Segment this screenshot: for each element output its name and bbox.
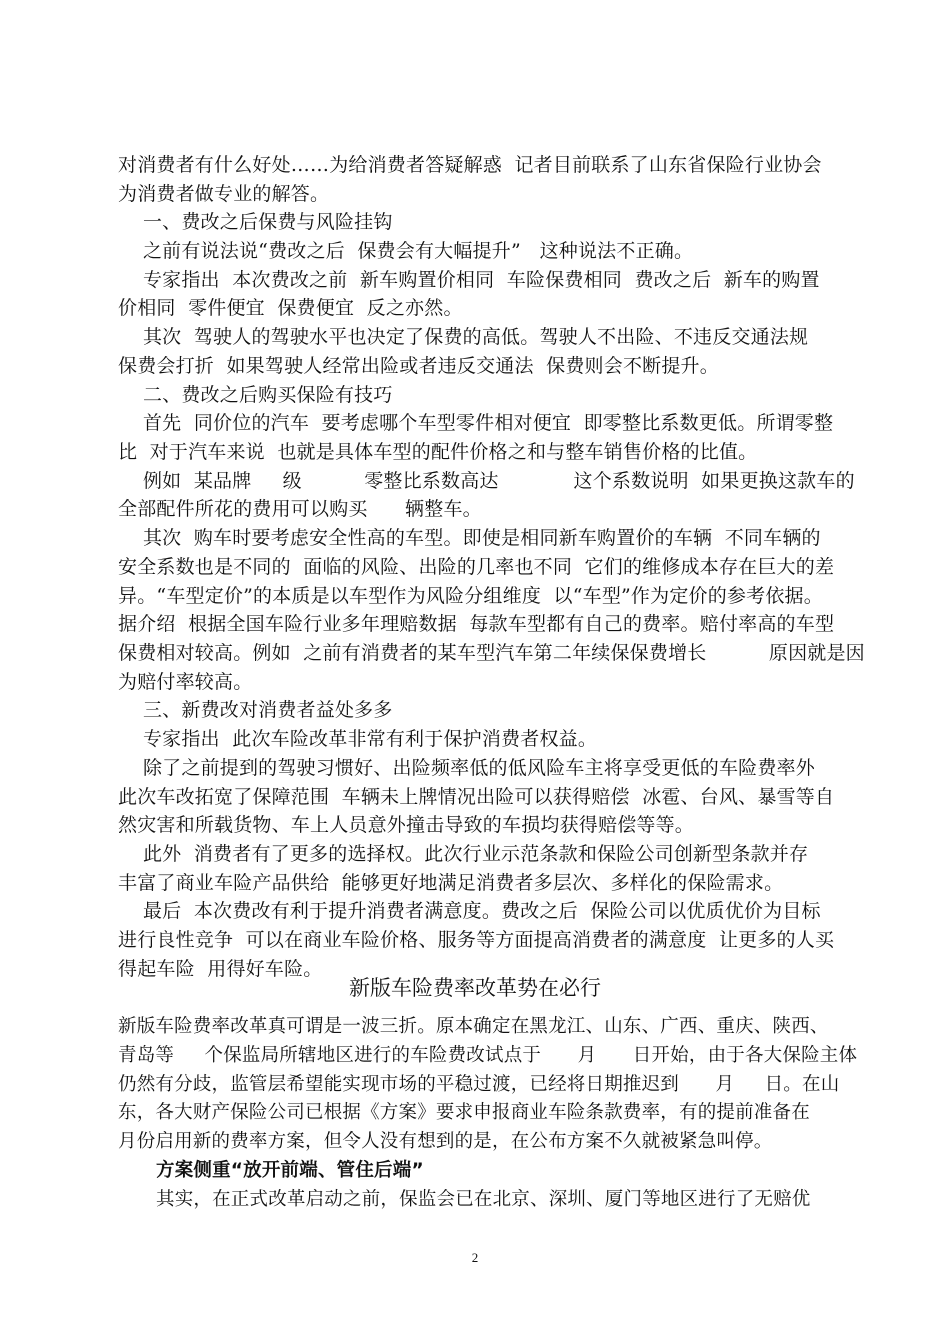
text-line: 据介绍 根据全国车险行业多年理赔数据 每款车型都有自己的费率。赔付率高的车型 [118,613,835,635]
text-line: 青岛等 个保监局所辖地区进行的车险费改试点于 月 日开始，由于各大保险主体 [118,1045,858,1066]
article-title: 新版车险费率改革势在必行 [349,976,601,1000]
text-line: 最后 本次费改有利于提升消费者满意度。费改之后 保险公司以优质优价为目标 [118,900,821,922]
text-line: 进行良性竞争 可以在商业车险价格、服务等方面提高消费者的满意度 让更多的人买 [118,929,835,951]
text-line: 价相同 零件便宜 保费便宜 反之亦然。 [118,297,463,319]
text-line: 此外 消费者有了更多的选择权。此次行业示范条款和保险公司创新型条款并存 [118,843,809,865]
text-line: 然灾害和所载货物、车上人员意外撞击导致的车损均获得赔偿等等。 [118,814,695,836]
subheading: 方案侧重“放开前端、管住后端” [156,1160,424,1181]
section-heading: 一、费改之后保费与风险挂钩 [118,211,393,233]
text-line: 为消费者做专业的解答。 [118,183,330,205]
text-line: 比 对于汽车来说 也就是具体车型的配件价格之和与整车销售价格的比值。 [118,441,758,463]
text-line: 全部配件所花的费用可以购买 辆整车。 [118,498,482,520]
text-line: 安全系数也是不同的 面临的风险、出险的几率也不同 它们的维修成本存在巨大的差 [118,556,835,578]
text-line: 其次 购车时要考虑安全性高的车型。即使是相同新车购置价的车辆 不同车辆的 [118,527,821,549]
text-line: 为赔付率较高。 [118,671,253,693]
text-line: 保费会打折 如果驾驶人经常出险或者违反交通法 保费则会不断提升。 [118,355,719,377]
text-line: 除了之前提到的驾驶习惯好、出险频率低的低风险车主将享受更低的车险费率外 [118,757,815,779]
text-line: 得起车险 用得好车险。 [118,958,323,980]
text-line: 对消费者有什么好处……为给消费者答疑解惑 记者目前联系了山东省保险行业协会 [118,154,822,176]
text-line: 东，各大财产保险公司已根据《方案》要求申报商业车险条款费率，有的提前准备在 [118,1102,810,1123]
text-line: 异。“车型定价”的本质是以车型作为风险分组维度 以“车型”作为定价的参考依据。 [118,585,823,607]
text-line: 此次车改拓宽了保障范围 车辆未上牌情况出险可以获得赔偿 冰雹、台风、暴雪等自 [118,786,835,808]
text-line: 其次 驾驶人的驾驶水平也决定了保费的高低。驾驶人不出险、不违反交通法规 [118,326,809,348]
text-line: 丰富了商业车险产品供给 能够更好地满足消费者多层次、多样化的保险需求。 [118,872,784,894]
page-number: 2 [471,1250,479,1265]
text-line: 月份启用新的费率方案，但令人没有想到的是，在公布方案不久就被紧急叫停。 [118,1131,773,1152]
text-line: 专家指出 本次费改之前 新车购置价相同 车险保费相同 费改之后 新车的购置 [118,269,820,291]
text-line: 专家指出 此次车险改革非常有利于保护消费者权益。 [118,728,598,750]
text-line: 之前有说法说“费改之后 保费会有大幅提升” 这种说法不正确。 [118,240,694,262]
text-line: 其实，在正式改革启动之前，保监会已在北京、深圳、厦门等地区进行了无赔优 [156,1189,811,1210]
text-line: 首先 同价位的汽车 要考虑哪个车型零件相对便宜 即零整比系数更低。所谓零整 [118,412,834,434]
text-line: 新版车险费率改革真可谓是一波三折。原本确定在黑龙江、山东、广西、重庆、陕西、 [118,1016,829,1037]
text-line: 保费相对较高。例如 之前有消费者的某车型汽车第二年续保保费增长 原因就是因 [118,642,865,664]
text-line: 仍然有分歧，监管层希望能实现市场的平稳过渡，已经将日期推迟到 月 日。在山 [118,1074,840,1095]
section-heading: 二、费改之后购买保险有技巧 [118,384,393,406]
text-line: 例如 某品牌 级 零整比系数高达 这个系数说明 如果更换这款车的 [118,470,855,492]
section-heading: 三、新费改对消费者益处多多 [118,699,393,721]
